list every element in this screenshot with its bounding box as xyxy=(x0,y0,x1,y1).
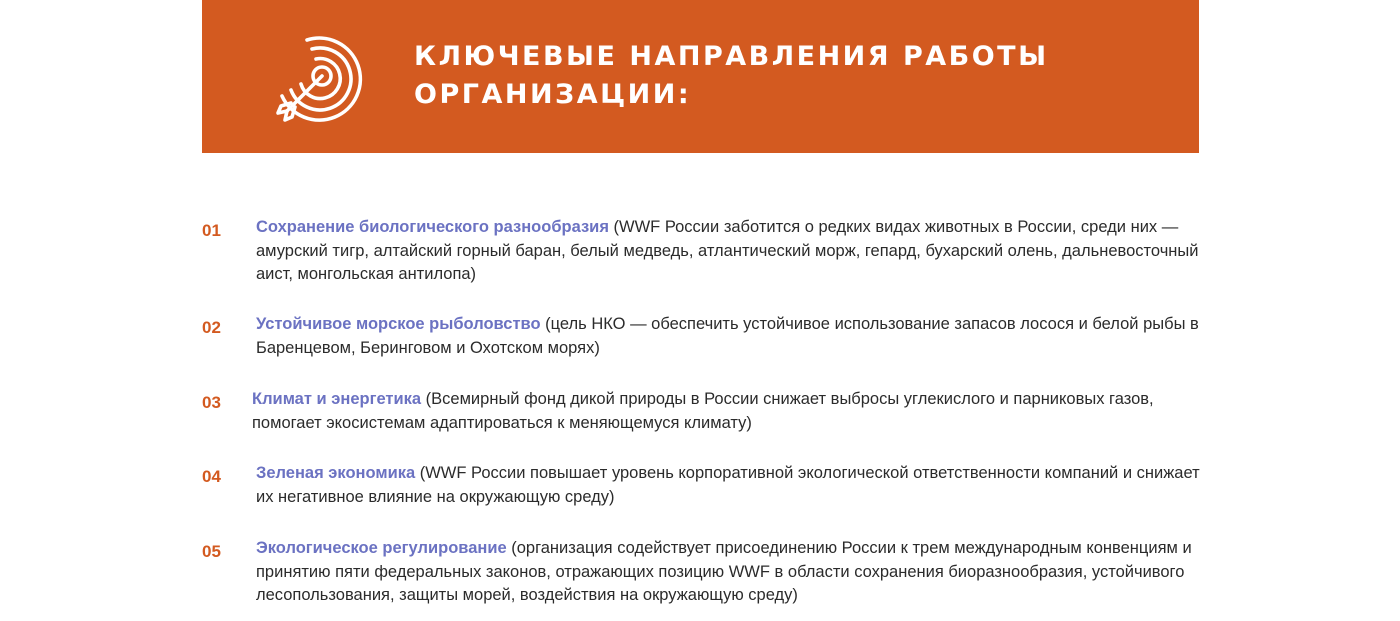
item-text xyxy=(256,537,1206,608)
item-text xyxy=(256,216,1206,287)
item-number: 01 xyxy=(202,221,221,240)
page-title-line-1: КЛЮЧЕВЫЕ НАПРАВЛЕНИЯ РАБОТЫ xyxy=(414,41,1049,72)
item-text xyxy=(256,313,1206,360)
item-title: Зеленая экономика xyxy=(256,464,416,482)
item-number: 03 xyxy=(202,393,221,412)
item-title: Климат и энергетика xyxy=(252,390,422,408)
item-description: (цель НКО — обеспечить устойчивое использование запасов лосося и белой рыбы в Баренцевом, Беринговом и Охотском морях) xyxy=(256,315,1199,357)
item-text xyxy=(256,462,1206,509)
item-description: (Всемирный фонд дикой природы в России снижает выбросы углекислого и парниковых газов, помогает экосистемам адаптироваться к меняющемуся климату) xyxy=(252,390,1154,432)
item-number: 02 xyxy=(202,318,221,337)
item-title: Экологическое регулирование xyxy=(256,539,507,557)
item-title: Устойчивое морское рыболовство xyxy=(256,315,541,333)
item-number: 04 xyxy=(202,467,221,486)
page-title-line-2: ОРГАНИЗАЦИИ: xyxy=(414,79,692,110)
item-description: (WWF России заботится о редких видах животных в России, среди них — амурский тигр, алтайский горный баран, белый медведь, атлантический морж, гепард, бухарский олень, дальневосточный аист, монгольская антилопа) xyxy=(256,218,1199,283)
target-arrow-icon xyxy=(274,32,366,124)
item-title: Сохранение биологического разнообразия xyxy=(256,218,609,236)
page-title xyxy=(414,38,1174,114)
item-text xyxy=(252,388,1202,435)
item-description: (WWF России повышает уровень корпоративной экологической ответственности компаний и снижает их негативное влияние на окружающую среду) xyxy=(256,464,1200,506)
item-description: (организация содействует присоединению России к трем международным конвенциям и принятию пяти федеральных законов, отражающих позицию WWF в области сохранения биоразнообразия, устойчивого лесопользования, защиты морей, воздействия на окружающую среду) xyxy=(256,539,1192,604)
item-number: 05 xyxy=(202,542,221,561)
